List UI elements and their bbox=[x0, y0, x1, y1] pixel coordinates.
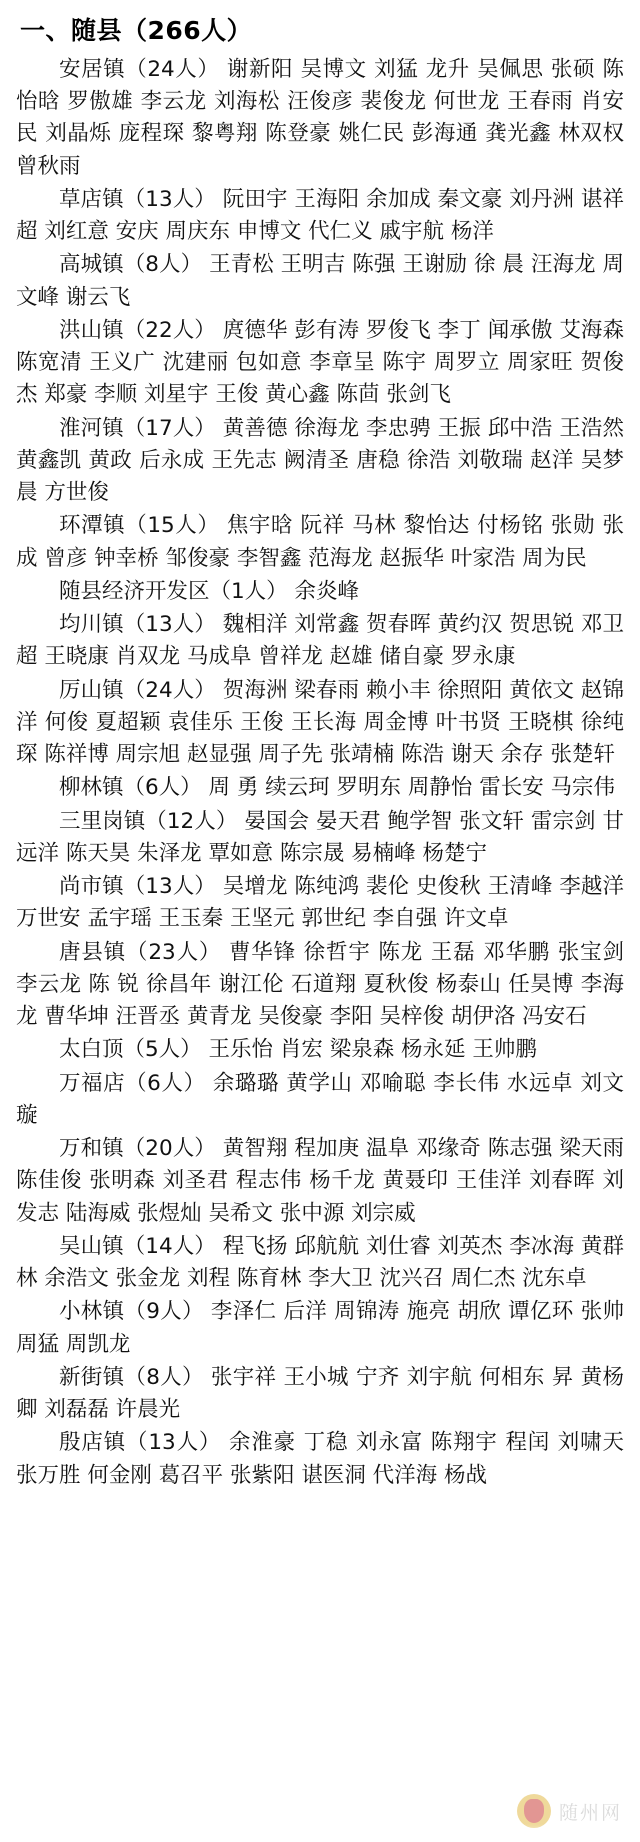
town-section-heading: 柳林镇（6人） bbox=[59, 775, 202, 801]
town-section-names: 贺海洲 梁春雨 赖小丰 徐照阳 黄依文 赵锦洋 何俊 夏超颖 袁佳乐 王俊 王长海 周金博 叶书贤 王晓棋 徐纯琛 陈祥博 周宗旭 赵显强 周子先 张靖楠 陈浩 谢天 余存 张楚轩 bbox=[16, 677, 624, 767]
town-section-heading: 尚市镇（13人） bbox=[59, 874, 216, 899]
town-section-names: 晏国会 晏天君 鲍学智 张文轩 雷宗剑 甘远洋 陈天昊 朱泽龙 覃如意 陈宗晟 易楠峰 杨楚宁 bbox=[16, 808, 625, 866]
town-section-heading: 万和镇（20人） bbox=[59, 1136, 216, 1161]
town-section-names: 王乐怡 肖宏 梁泉森 杨永延 王帅鹏 bbox=[208, 1037, 537, 1063]
town-section-heading: 太白顶（5人） bbox=[59, 1037, 202, 1063]
town-section bbox=[16, 1068, 624, 1133]
town-section bbox=[16, 184, 624, 249]
town-section-names: 王青松 王明吉 陈强 王谢励 徐 晨 汪海龙 周文峰 谢云飞 bbox=[16, 252, 624, 310]
town-section bbox=[16, 1362, 624, 1427]
town-section bbox=[16, 510, 624, 575]
watermark-label: 随州网 bbox=[558, 1801, 622, 1824]
town-section-names: 余淮豪 丁稳 刘永富 陈翔宇 程闰 刘啸天 张万胜 何金刚 葛召平 张紫阳 谌医洞 代洋海 杨战 bbox=[16, 1430, 624, 1488]
town-section-names: 庹德华 彭有涛 罗俊飞 李丁 闻承傲 艾海森 陈宽清 王义广 沈建丽 包如意 李章呈 陈宇 周罗立 周家旺 贺俊杰 郑豪 李顺 刘星宇 王俊 黄心鑫 陈茴 张剑飞 bbox=[16, 317, 624, 408]
town-section bbox=[16, 937, 624, 1034]
town-section-names: 张宇祥 王小城 宁齐 刘宇航 何相东 昇 黄杨卿 刘磊磊 许晨光 bbox=[16, 1364, 624, 1422]
town-section-names: 余璐璐 黄学山 邓喻聪 李长伟 水远卓 刘文璇 bbox=[16, 1070, 624, 1128]
town-section bbox=[16, 806, 624, 871]
town-section-heading: 厉山镇（24人） bbox=[59, 677, 216, 703]
town-section bbox=[16, 871, 624, 936]
town-section bbox=[16, 315, 624, 412]
page-title: 一、随县（266人） bbox=[20, 16, 253, 45]
town-section-heading: 万福店（6人） bbox=[59, 1070, 206, 1096]
town-section-heading: 洪山镇（22人） bbox=[59, 317, 216, 343]
town-section bbox=[16, 1231, 624, 1296]
town-section-heading: 高城镇（8人） bbox=[59, 252, 203, 278]
town-section-names: 李泽仁 后洋 周锦涛 施亮 胡欣 谭亿环 张帅 周猛 周凯龙 bbox=[16, 1299, 624, 1357]
town-section-heading: 殷店镇（13人） bbox=[59, 1430, 222, 1456]
town-section-heading: 淮河镇（17人） bbox=[59, 415, 216, 441]
town-section-heading: 均川镇（13人） bbox=[59, 612, 216, 637]
town-section-heading: 三里岗镇（12人） bbox=[59, 808, 238, 834]
town-section-names: 黄智翔 程加庚 温阜 邓缘奇 陈志强 梁天雨 陈佳俊 张明森 刘圣君 程志伟 杨千龙 黄聂印 王佳洋 刘春晖 刘发志 陆海威 张煜灿 吴希文 张中源 刘宗威 bbox=[16, 1136, 624, 1226]
town-section bbox=[16, 54, 624, 183]
town-section-heading: 随县经济开发区（1人） bbox=[59, 578, 288, 604]
town-section bbox=[16, 1034, 624, 1066]
town-section-heading: 安居镇（24人） bbox=[59, 56, 220, 82]
town-section bbox=[16, 1133, 624, 1230]
town-section-names: 余炎峰 bbox=[294, 578, 360, 604]
town-section bbox=[16, 609, 624, 674]
watermark bbox=[517, 1794, 622, 1828]
town-section bbox=[16, 249, 624, 314]
town-section bbox=[16, 576, 624, 608]
town-section bbox=[16, 1296, 624, 1361]
town-section-heading: 环潭镇（15人） bbox=[59, 513, 220, 539]
bottom-fade bbox=[0, 1824, 640, 1842]
town-section-heading: 小林镇（9人） bbox=[59, 1299, 204, 1325]
town-section-names: 周 勇 续云珂 罗明东 周静怡 雷长安 马宗伟 bbox=[208, 775, 616, 801]
town-section-names: 曹华锋 徐哲宇 陈龙 王磊 邓华鹏 张宝剑 李云龙 陈 锐 徐昌年 谢江伦 石道翔 夏秋俊 杨泰山 任昊博 李海龙 曹华坤 汪晋丞 黄青龙 吴俊豪 李阳 吴梓俊 胡伊洛 冯安石 bbox=[16, 939, 624, 1029]
town-section bbox=[16, 1427, 624, 1492]
town-section-names: 黄善德 徐海龙 李忠骋 王振 邱中浩 王浩然 黄鑫凯 黄政 后永成 王先志 阙清圣 唐稳 徐浩 刘敬瑞 赵洋 吴梦晨 方世俊 bbox=[16, 415, 624, 505]
section-list bbox=[16, 54, 624, 1492]
town-section-heading: 吴山镇（14人） bbox=[59, 1233, 216, 1259]
town-section-names: 焦宇晗 阮祥 马林 黎怡达 付杨铭 张勋 张成 曾彦 钟幸桥 邹俊豪 李智鑫 范海龙 赵振华 叶家浩 周为民 bbox=[16, 513, 625, 571]
town-section-names: 魏相洋 刘常鑫 贺春晖 黄约汉 贺思锐 邓卫超 王晓康 肖双龙 马成阜 曾祥龙 赵雄 储自豪 罗永康 bbox=[16, 612, 624, 670]
town-section bbox=[16, 675, 624, 772]
town-section-names: 程飞扬 邱航航 刘仕睿 刘英杰 李冰海 黄群林 余浩文 张金龙 刘程 陈育林 李大卫 沈兴召 周仁杰 沈东卓 bbox=[16, 1233, 624, 1291]
town-section-names: 阮田宇 王海阳 余加成 秦文豪 刘丹洲 谌祥超 刘红意 安庆 周庆东 申博文 代仁义 戚宇航 杨洋 bbox=[16, 186, 624, 244]
town-section bbox=[16, 772, 624, 804]
town-section-names: 谢新阳 吴博文 刘猛 龙升 吴佩思 张硕 陈怡晗 罗傲雄 李云龙 刘海松 汪俊彦 裴俊龙 何世龙 王春雨 肖安民 刘晶烁 庞程琛 黎粤翔 陈登豪 姚仁民 彭海通 龚光鑫 林双权 曾秋雨 bbox=[16, 56, 625, 179]
town-section-names: 吴增龙 陈纯鸿 裴伦 史俊秋 王清峰 李越洋 万世安 孟宇瑶 王玉秦 王坚元 郭世纪 李自强 许文卓 bbox=[16, 874, 624, 932]
town-section-heading: 新街镇（8人） bbox=[59, 1364, 204, 1390]
town-section bbox=[16, 413, 624, 510]
town-section-heading: 唐县镇（23人） bbox=[59, 939, 222, 965]
town-section-heading: 草店镇（13人） bbox=[59, 186, 216, 212]
flame-logo-icon bbox=[517, 1794, 551, 1828]
